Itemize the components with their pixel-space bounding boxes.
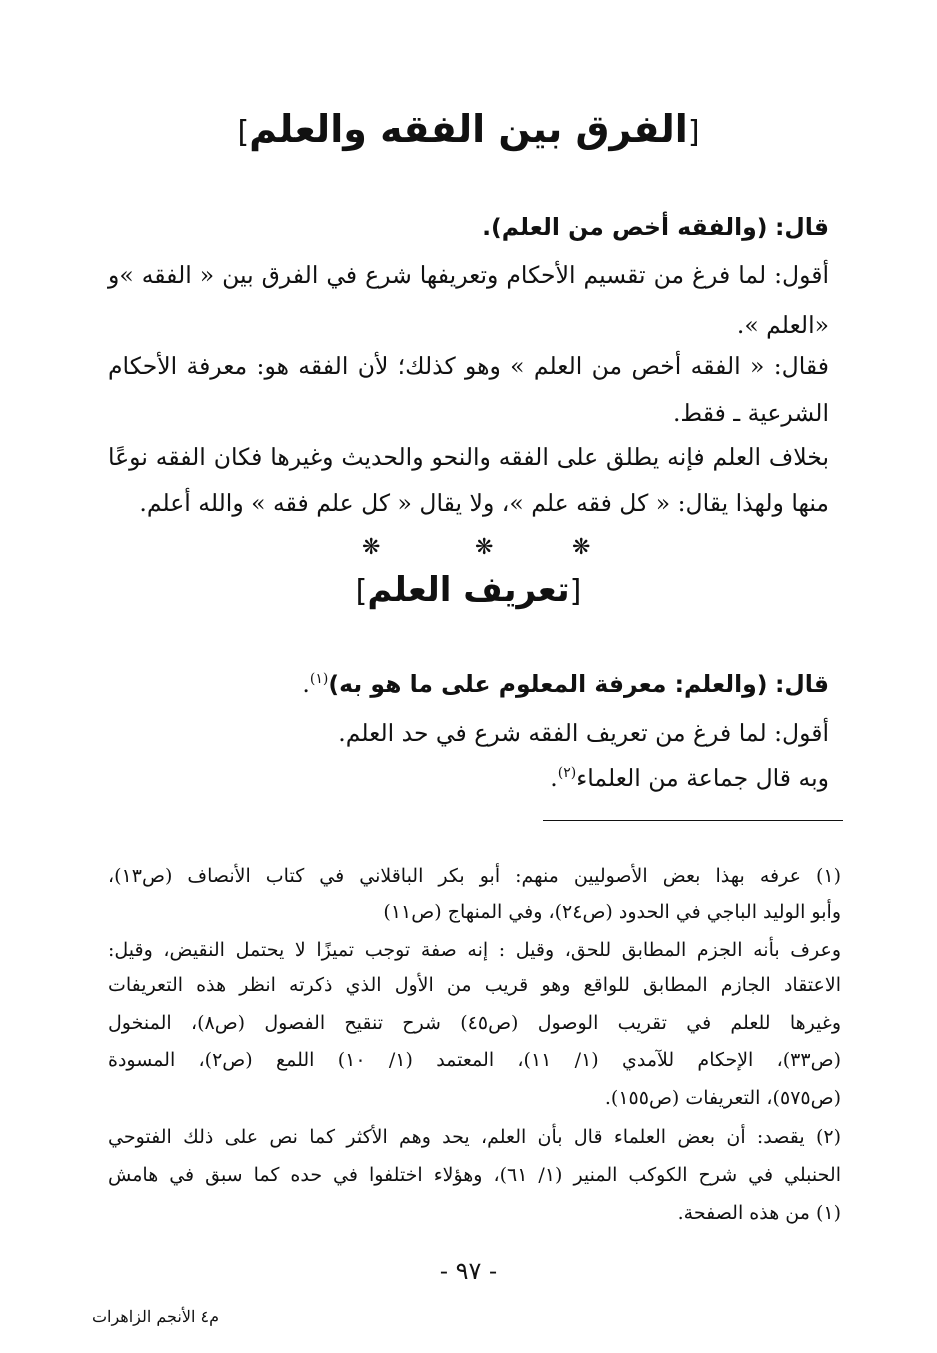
heading-text: تعريف العلم: [367, 570, 570, 610]
paragraph-line: أقول: لما فرغ من تقسيم الأحكام وتعريفها شرع في الفرق بين « الفقه »و: [108, 261, 829, 289]
punctuation: .: [302, 670, 310, 698]
section-separator: [0, 534, 937, 562]
bracket-close: ]: [355, 574, 368, 609]
footnote-ref: (١): [309, 671, 329, 688]
footnote-line: (١) من هذه الصفحة.: [677, 1202, 841, 1224]
book-signature: م٤ الأنجم الزاهرات: [91, 1307, 219, 1326]
section-heading-knowledge: [0, 565, 937, 617]
footnote-line: (١) عرفه بهذا بعض الأصوليين منهم: أبو بكر الباقلاني في كتاب الأنصاف (ص١٣)،: [108, 865, 841, 887]
paragraph-line: فقال: « الفقه أخص من العلم » وهو كذلك؛ لأن الفقه هو: معرفة الأحكام: [108, 352, 829, 380]
quoted-matn: (والفقه أخص من العلم).: [482, 213, 768, 241]
paragraph-line: الشرعية ـ فقط.: [672, 399, 829, 427]
star-ornament-icon: ❋: [572, 535, 591, 560]
page-number: - ٩٧ -: [439, 1257, 498, 1285]
star-ornament-icon: ❋: [362, 535, 381, 560]
paragraph-line: بخلاف العلم فإنه يطلق على الفقه والنحو والحديث وغيرها فكان الفقه نوعًا: [108, 443, 829, 471]
footnote-line: (ص٥٧٥)، التعريفات (ص١٥٥).: [604, 1087, 841, 1109]
speaker-label: قال:: [775, 670, 829, 698]
paragraph-line: أقول: لما فرغ من تعريف الفقه شرع في حد العلم.: [338, 719, 829, 747]
footnote-line: وعرف بأنه الجزم المطابق للحق، وقيل : إنه صفة توجب تميزًا لا يحتمل النقيض، وقيل:: [108, 939, 841, 961]
footnote-divider: [543, 820, 843, 821]
footnote-line: الحنبلي في شرح الكوكب المنير (١/ ٦١)، وهؤلاء اختلفوا في حده كما سبق في هامش: [108, 1164, 841, 1186]
paragraph-line: «العلم ».: [736, 311, 829, 339]
paragraph-line: منها ولهذا يقال: « كل فقه علم »، ولا يقال « كل علم فقه » والله أعلم.: [139, 489, 829, 517]
quoted-matn: (والعلم: معرفة المعلوم على ما هو به): [328, 670, 768, 698]
section-heading-difference: [0, 104, 937, 158]
footnote-ref: (٢): [557, 765, 577, 782]
footnote-line: (ص٣٣)، الإحكام للآمدي (١/ ١١)، المعتمد (١/ ١٠) اللمع (ص٢)، المسودة: [108, 1049, 841, 1071]
speaker-label: قال:: [775, 213, 829, 241]
footnote-line: وأبو الوليد الباجي في الحدود (ص٢٤)، وفي المنهاج (ص١١): [383, 901, 841, 923]
star-ornament-icon: ❋: [475, 535, 494, 560]
punctuation: .: [550, 764, 558, 792]
line-text: وبه قال جماعة من العلماء: [576, 764, 829, 792]
footnote-line: الاعتقاد الجازم المطابق للواقع وهو قريب من الأول الذي ذكرته انظر هذه التعريفات: [108, 974, 841, 996]
paragraph-line: [108, 761, 829, 795]
heading-text: الفرق بين الفقه والعلم: [249, 107, 688, 151]
paragraph-line: [108, 667, 829, 701]
bracket-close: ]: [237, 115, 250, 150]
bracket-open: [: [569, 574, 582, 609]
bracket-open: [: [687, 115, 700, 150]
paragraph-line: [108, 210, 829, 244]
footnote-line: (٢) يقصد: أن بعض العلماء قال بأن العلم، يحد وهم الأكثر كما نص على ذلك الفتوحي: [108, 1126, 841, 1148]
footnote-line: وغيرها للعلم في تقريب الوصول (ص٤٥) شرح تنقيح الفصول (ص٨)، المنخول: [108, 1012, 841, 1034]
